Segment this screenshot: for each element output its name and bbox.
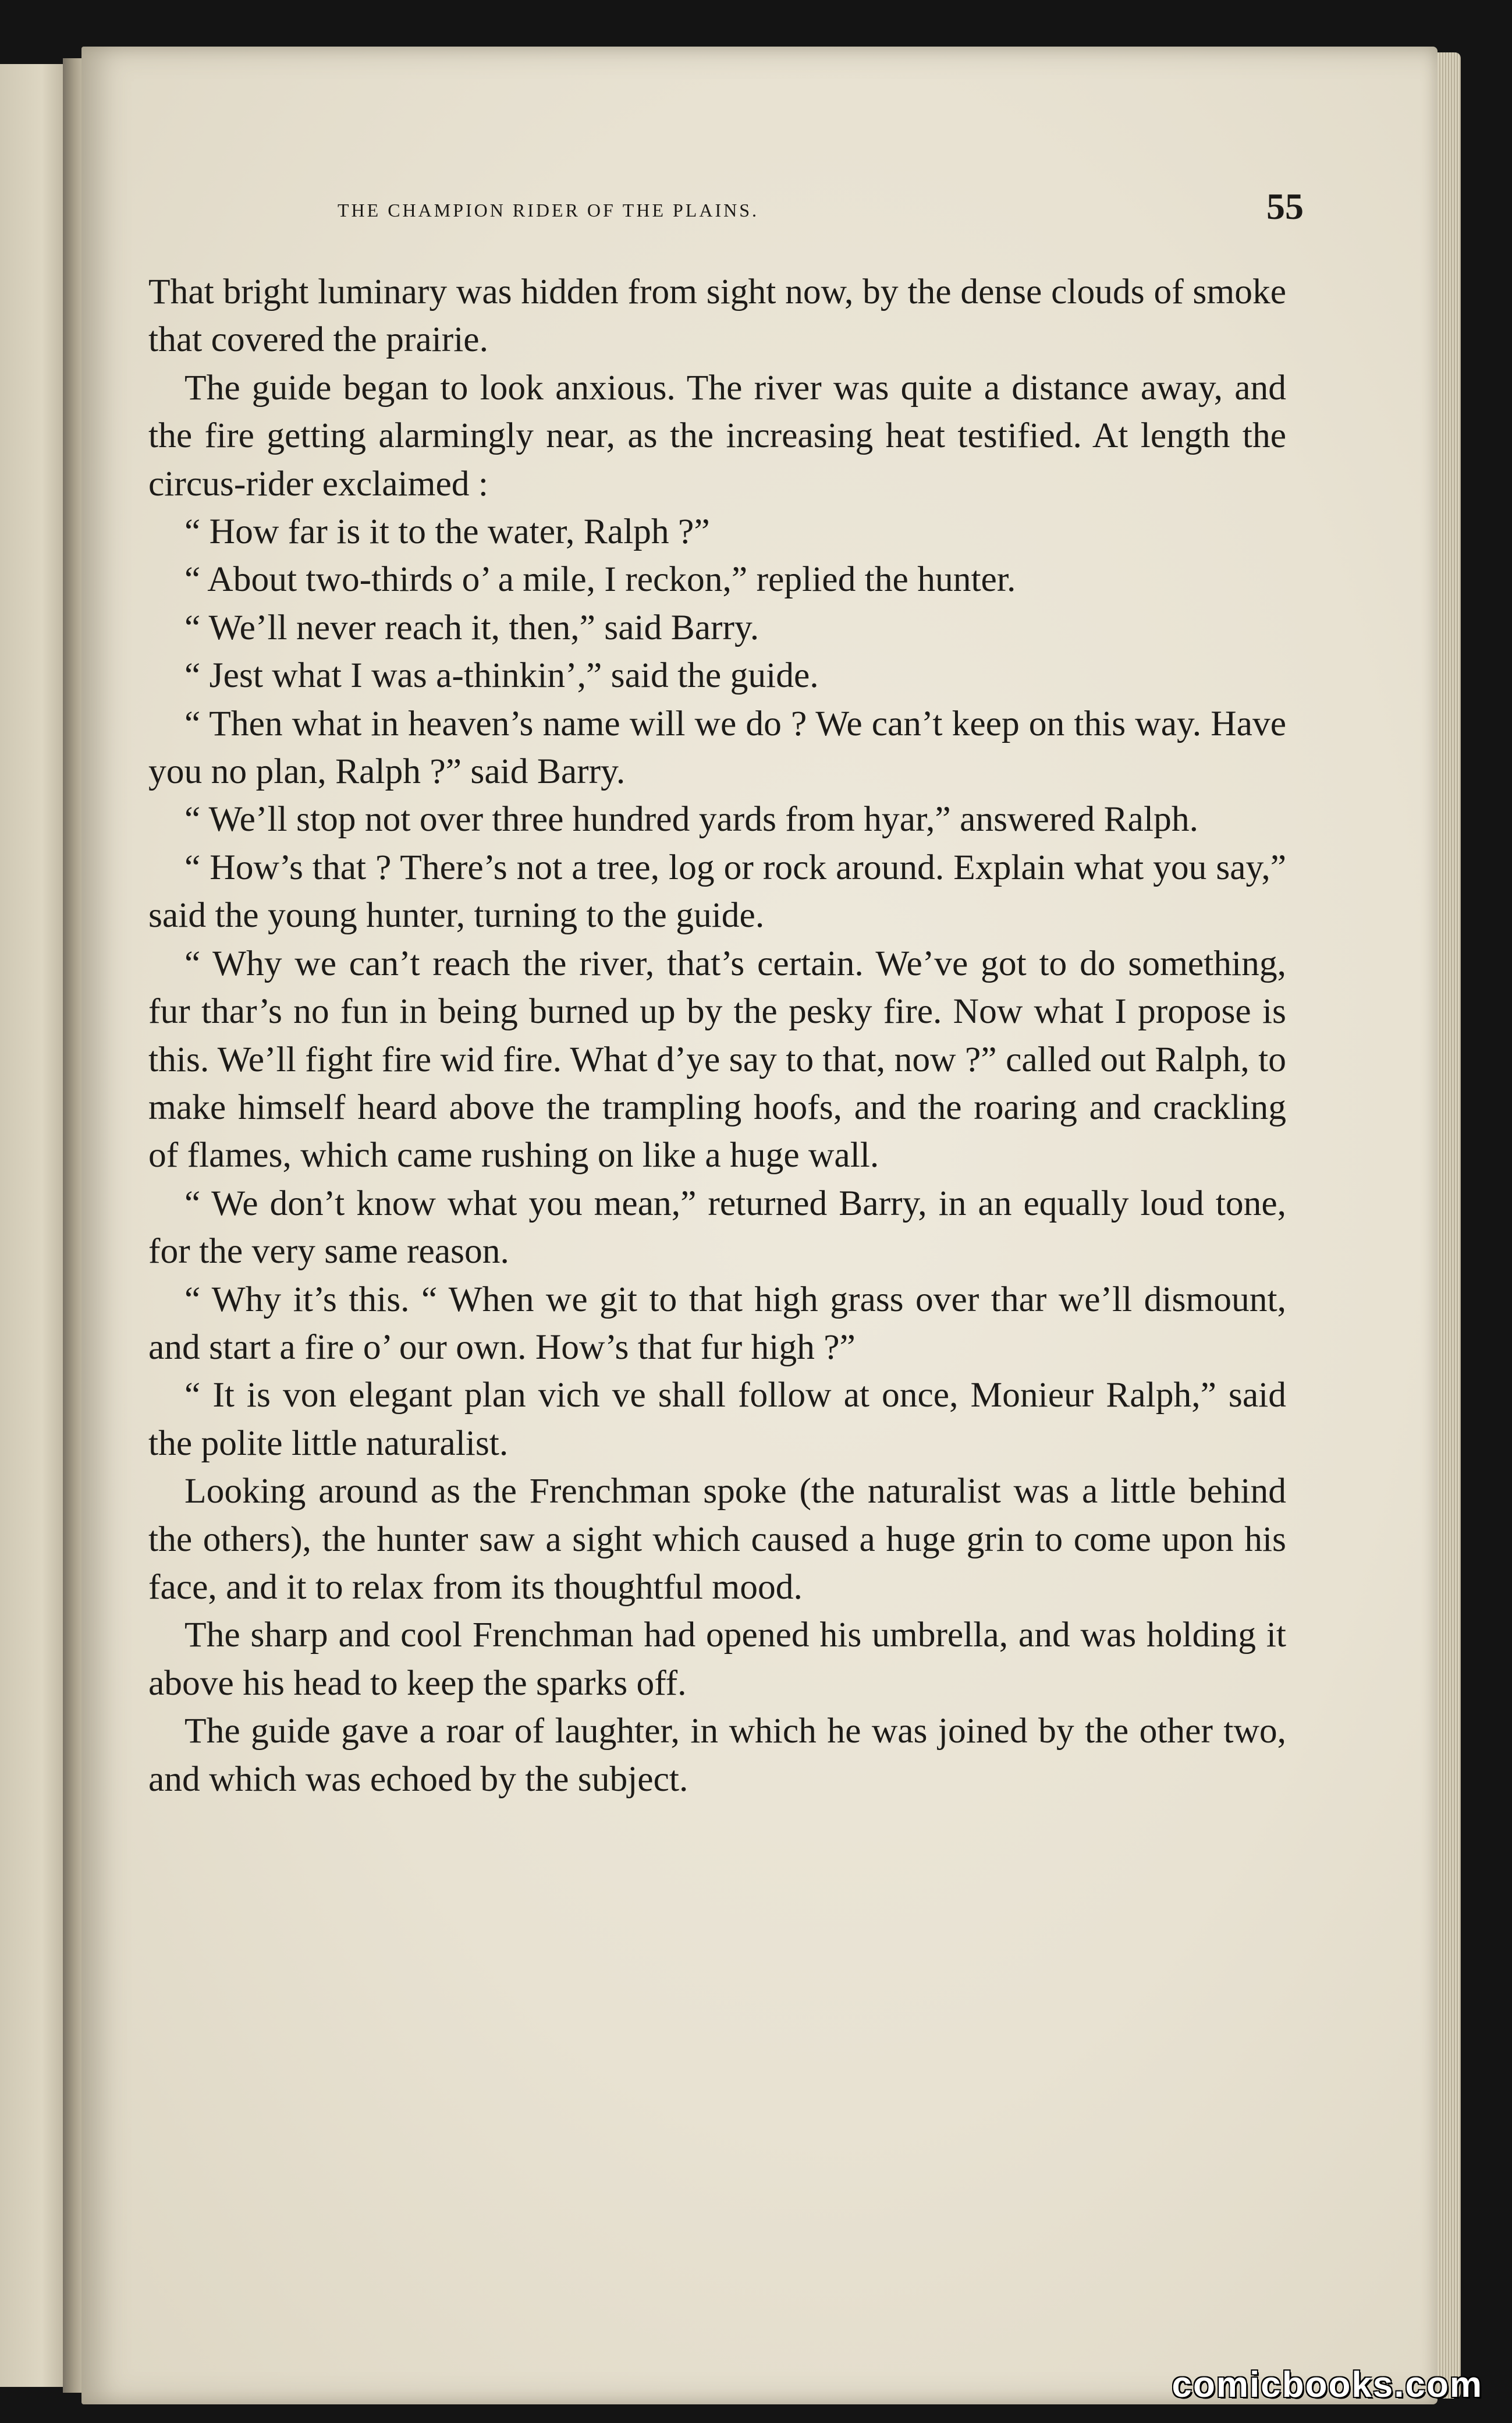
- paragraph: The guide gave a roar of laughter, in which he was joined by the other two, and which was echoed by the subject.: [148, 1711, 1286, 1799]
- paragraph: “ We’ll never reach it, then,” said Barry.: [184, 607, 759, 647]
- facing-page-edge: [0, 64, 70, 2387]
- running-title: the champion rider of the plains.: [338, 193, 759, 222]
- paragraph: “ About two-thirds o’ a mile, I reckon,” replied the hunter.: [184, 559, 1016, 600]
- running-head: [256, 185, 1304, 232]
- paragraph: That bright luminary was hidden from sight now, by the dense clouds of smoke that covered the prairie.: [148, 272, 1286, 360]
- paragraph: The guide began to look anxious. The river was quite a distance away, and the fire getting alarmingly near, as the increasing heat testified. At length the circus-rider exclaimed :: [148, 367, 1286, 504]
- paragraph: “ Then what in heaven’s name will we do ? We can’t keep on this way. Have you no plan, Ralph ?” said Barry.: [148, 703, 1286, 792]
- paragraph: “ How’s that ? There’s not a tree, log or rock around. Explain what you say,” said the young hunter, turning to the guide.: [148, 847, 1286, 936]
- site-watermark: comicbooks.com: [1172, 2365, 1483, 2405]
- paragraph: “ Why it’s this. “ When we git to that high grass over thar we’ll dismount, and start a fire o’ our own. How’s that fur high ?”: [148, 1279, 1286, 1367]
- page-number: 55: [1266, 186, 1304, 227]
- paragraph: “ We don’t know what you mean,” returned Barry, in an equally loud tone, for the very same reason.: [148, 1183, 1286, 1271]
- paragraph: “ How far is it to the water, Ralph ?”: [184, 512, 710, 552]
- body-text: [148, 268, 1286, 1803]
- paragraph: “ Why we can’t reach the river, that’s certain. We’ve got to do something, fur thar’s no fun in being burned up by the pesky fire. Now what I propose is this. We’ll fight fire wid fire. What d’ye say to that, now ?” called out Ralph, to make himself heard above the trampling hoofs, and the roaring and crackling of flames, which came rushing on like a huge wall.: [148, 943, 1286, 1175]
- paragraph: “ Jest what I was a-thinkin’,” said the guide.: [184, 656, 819, 696]
- paragraph: “ It is von elegant plan vich ve shall follow at once, Monieur Ralph,” said the polite little naturalist.: [148, 1375, 1286, 1463]
- paragraph: The sharp and cool Frenchman had opened his umbrella, and was holding it above his head to keep the sparks off.: [148, 1615, 1286, 1703]
- paragraph: Looking around as the Frenchman spoke (the naturalist was a little behind the others), the hunter saw a sight which caused a huge grin to come upon his face, and it to relax from its thoughtful mood.: [148, 1471, 1286, 1607]
- paragraph: “ We’ll stop not over three hundred yards from hyar,” answered Ralph.: [184, 799, 1198, 839]
